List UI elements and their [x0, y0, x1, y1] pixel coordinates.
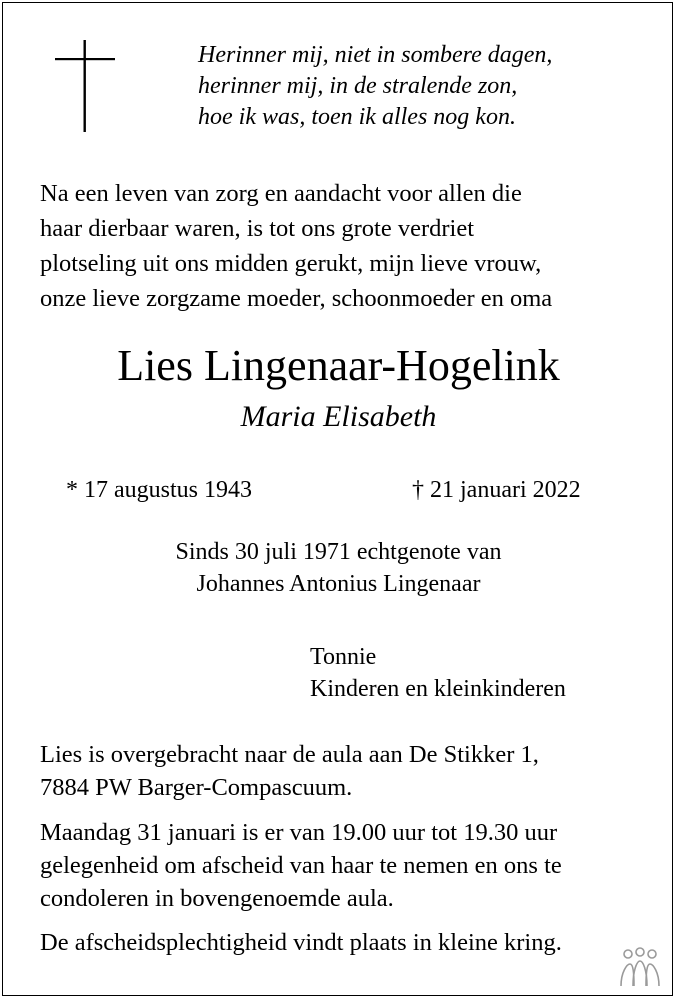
- marriage-line: Johannes Antonius Lingenaar: [196, 571, 481, 597]
- intro-line: onze lieve zorgzame moeder, schoonmoeder en oma: [40, 285, 553, 312]
- deceased-name: Lies Lingenaar-Hogelink: [117, 341, 560, 390]
- people-group-logo-icon: [618, 946, 662, 990]
- intro-line: haar dierbaar waren, is tot ons grote verdriet: [40, 215, 475, 242]
- poem-line: herinner mij, in de stralende zon,: [198, 73, 518, 99]
- poem-line: Herinner mij, niet in sombere dagen,: [198, 42, 553, 68]
- marriage-info: [0, 536, 677, 600]
- deceased-given-names: Maria Elisabeth: [240, 400, 437, 433]
- paragraph-location: [40, 738, 670, 804]
- birth-date: * 17 augustus 1943: [66, 477, 252, 503]
- death-date: † 21 januari 2022: [412, 477, 581, 503]
- intro-line: Na een leven van zorg en aandacht voor allen die: [40, 180, 522, 207]
- cross-icon: [55, 40, 115, 132]
- paragraph-line: Lies is overgebracht naar de aula aan De Stikker 1,: [40, 741, 539, 768]
- intro-text: [40, 176, 660, 316]
- paragraph-ceremony: [40, 926, 670, 959]
- signatory-line: Tonnie: [310, 644, 377, 670]
- poem-line: hoe ik was, toen ik alles nog kon.: [198, 104, 516, 130]
- paragraph-line: Maandag 31 januari is er van 19.00 uur tot 19.30 uur: [40, 819, 558, 846]
- signatory-line: Kinderen en kleinkinderen: [310, 676, 566, 702]
- paragraph-line: condoleren in bovengenoemde aula.: [40, 885, 394, 912]
- marriage-line: Sinds 30 juli 1971 echtgenote van: [175, 539, 502, 565]
- poem: [198, 40, 658, 133]
- paragraph-visitation: [40, 816, 670, 915]
- paragraph-line: 7884 PW Barger-Compascuum.: [40, 774, 353, 801]
- signatories: [310, 641, 566, 705]
- intro-line: plotseling uit ons midden gerukt, mijn lieve vrouw,: [40, 250, 542, 277]
- paragraph-line: gelegenheid om afscheid van haar te nemen en ons te: [40, 852, 562, 879]
- paragraph-line: De afscheidsplechtigheid vindt plaats in kleine kring.: [40, 929, 562, 956]
